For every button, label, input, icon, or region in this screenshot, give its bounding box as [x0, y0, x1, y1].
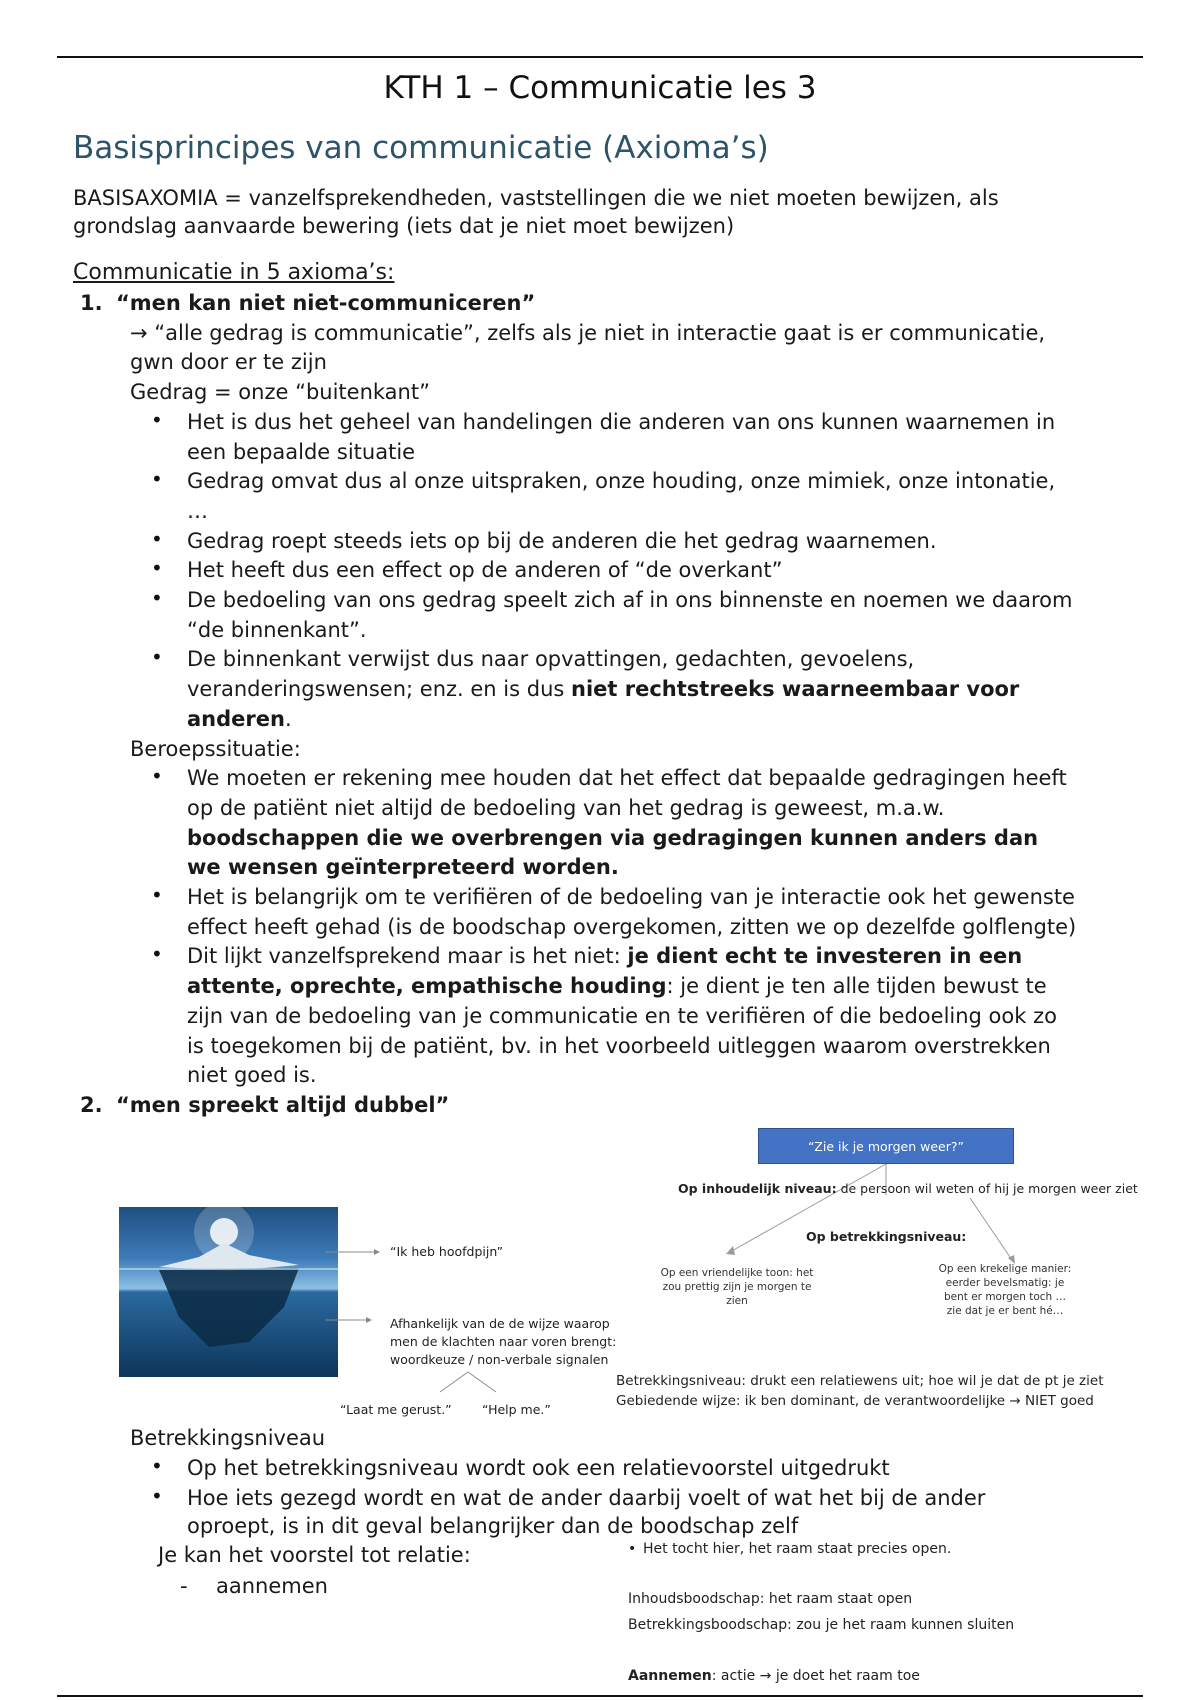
gedrag-bullet-6b: veranderingswensen; enz. en is dus niet rechtstreeks waarneembaar voor: [187, 677, 1020, 701]
bullet: •: [151, 408, 163, 432]
beroep-bullet-3c: zijn van de bedoeling van je communicatie en te verifiëren of die bedoeling ook zo: [187, 1004, 1057, 1028]
page-title: KTH 1 – Communicatie les 3: [383, 70, 817, 106]
gedrag-bullet-6a: De binnenkant verwijst dus naar opvattingen, gedachten, gevoelens,: [187, 647, 915, 671]
bullet: •: [151, 764, 163, 788]
beroepssituatie-label: Beroepssituatie:: [130, 737, 301, 761]
beroep-bullet-3d: is toegekomen bij de patiënt, bv. in het voorbeeld uitleggen waarom overstrekken: [187, 1034, 1051, 1058]
intro-line-1: BASISAXOMIA = vanzelfsprekendheden, vaststellingen die we niet moeten bewijzen, als: [73, 186, 999, 210]
bullet: •: [151, 527, 163, 551]
example-line-1: Het tocht hier, het raam staat precies open.: [643, 1541, 952, 1557]
beroep-bullet-1a: We moeten er rekening mee houden dat het effect dat bepaalde gedragingen heeft: [187, 766, 1067, 790]
beroep-bullet-1c: boodschappen die we overbrengen via gedragingen kunnen anders dan: [187, 826, 1039, 850]
intro-line-2: grondslag aanvaarde bewering (iets dat je niet moet bewijzen): [73, 214, 735, 238]
gedrag-bullet-2a: Gedrag omvat dus al onze uitspraken, onze houding, onze mimiek, onze intonatie,: [187, 469, 1056, 493]
beroep-bullet-3e: niet goed is.: [187, 1063, 317, 1087]
axiom-2-title: “men spreekt altijd dubbel”: [116, 1093, 450, 1117]
betrekking-bullet-2b: oproept, is in dit geval belangrijker dan de boodschap zelf: [187, 1514, 799, 1538]
gedrag-bullet-5a: De bedoeling van ons gedrag speelt zich af in ons binnenste en noemen we daarom: [187, 588, 1073, 612]
beroep-bullet-1d: we wensen geïnterpreteerd worden.: [187, 855, 619, 879]
iceberg-label-right: “Help me.”: [482, 1402, 551, 1417]
bullet: •: [151, 467, 163, 491]
iceberg-label-left: “Laat me gerust.”: [340, 1402, 452, 1417]
beroep-bullet-3a: Dit lijkt vanzelfsprekend maar is het niet: je dient echt te investeren in een: [187, 944, 1023, 968]
axiom-1-title: “men kan niet niet-communiceren”: [116, 291, 536, 315]
gedrag-bullet-1b: een bepaalde situatie: [187, 440, 416, 464]
iceberg-label-mid-3: woordkeuze / non-verbale signalen: [390, 1352, 609, 1367]
iceberg-label-mid-2: men de klachten naar voren brengt:: [390, 1334, 617, 1349]
example-bullet: •: [628, 1541, 637, 1557]
gedrag-bullet-6c: anderen.: [187, 707, 292, 731]
betrekking-bullet-2a: Hoe iets gezegd wordt en wat de ander daarbij voelt of wat het bij de ander: [187, 1486, 986, 1510]
axiom-2-number: 2.: [80, 1093, 103, 1117]
gedrag-bullet-5b: “de binnenkant”.: [187, 618, 367, 642]
grumpy-tone-text: Op een krekelige manier: eerder bevelsmatig: je bent er morgen toch … zie dat je er bent hé…: [938, 1263, 1072, 1317]
betrekking-level-label: Op betrekkingsniveau:: [806, 1229, 967, 1244]
bottom-rule: [57, 1695, 1143, 1697]
inhoud-level-label: Op inhoudelijk niveau: de persoon wil weten of hij je morgen weer ziet: [678, 1181, 1138, 1196]
beroep-bullet-1b: op de patiënt niet altijd de bedoeling van het gedrag is geweest, m.a.w.: [187, 796, 945, 820]
example-line-4: Aannemen: actie → je doet het raam toe: [628, 1668, 920, 1684]
gedrag-bullet-2b: …: [187, 499, 208, 523]
dash: -: [180, 1574, 188, 1598]
bullet: •: [151, 586, 163, 610]
betrekking-note-2: Gebiedende wijze: ik ben dominant, de verantwoordelijke → NIET goed: [616, 1393, 1094, 1409]
gedrag-bullet-3: Gedrag roept steeds iets op bij de anderen die het gedrag waarnemen.: [187, 529, 937, 553]
friendly-tone-text: Op een vriendelijke toon: het zou prettig zijn je morgen te zien: [660, 1267, 814, 1307]
gedrag-bullet-1a: Het is dus het geheel van handelingen die anderen van ons kunnen waarnemen in: [187, 410, 1056, 434]
beroep-bullet-2a: Het is belangrijk om te verifiëren of de bedoeling van je interactie ook het gewenste: [187, 885, 1075, 909]
subheading: Communicatie in 5 axioma’s:: [73, 260, 395, 285]
axiom-1-number: 1.: [80, 291, 103, 315]
section-heading: Basisprincipes van communicatie (Axioma’s): [73, 130, 769, 166]
voorstel-line: Je kan het voorstel tot relatie:: [158, 1543, 471, 1567]
bullet: •: [151, 883, 163, 907]
example-line-3: Betrekkingsboodschap: zou je het raam kunnen sluiten: [628, 1617, 1015, 1633]
bullet: •: [151, 942, 163, 966]
axiom-1-explain-1: → “alle gedrag is communicatie”, zelfs als je niet in interactie gaat is er communicatie,: [130, 321, 1046, 345]
bullet: •: [151, 1484, 163, 1508]
gedrag-definition: Gedrag = onze “buitenkant”: [130, 380, 430, 404]
betrekking-bullet-1: Op het betrekkingsniveau wordt ook een relatievoorstel uitgedrukt: [187, 1456, 890, 1480]
gedrag-bullet-4: Het heeft dus een effect op de anderen of “de overkant”: [187, 558, 783, 582]
betrekking-note-1: Betrekkingsniveau: drukt een relatiewens uit; hoe wil je dat de pt je ziet: [616, 1373, 1104, 1389]
beroep-bullet-3b: attente, oprechte, empathische houding: je dient je ten alle tijden bewust te: [187, 974, 1047, 998]
axiom-1-explain-2: gwn door er te zijn: [130, 350, 327, 374]
iceberg-label-mid-1: Afhankelijk van de de wijze waarop: [390, 1316, 610, 1331]
beroep-bullet-2b: effect heeft gehad (is de boodschap overgekomen, zitten we op dezelfde golflengte): [187, 915, 1077, 939]
example-line-2: Inhoudsboodschap: het raam staat open: [628, 1591, 913, 1607]
bullet: •: [151, 556, 163, 580]
iceberg-label-top: “Ik heb hoofdpijn”: [390, 1244, 504, 1259]
bullet: •: [151, 1454, 163, 1478]
aannemen-item: aannemen: [216, 1574, 328, 1598]
bullet: •: [151, 645, 163, 669]
betrekkingsniveau-label: Betrekkingsniveau: [130, 1426, 326, 1450]
question-box: “Zie ik je morgen weer?”: [758, 1128, 1014, 1164]
